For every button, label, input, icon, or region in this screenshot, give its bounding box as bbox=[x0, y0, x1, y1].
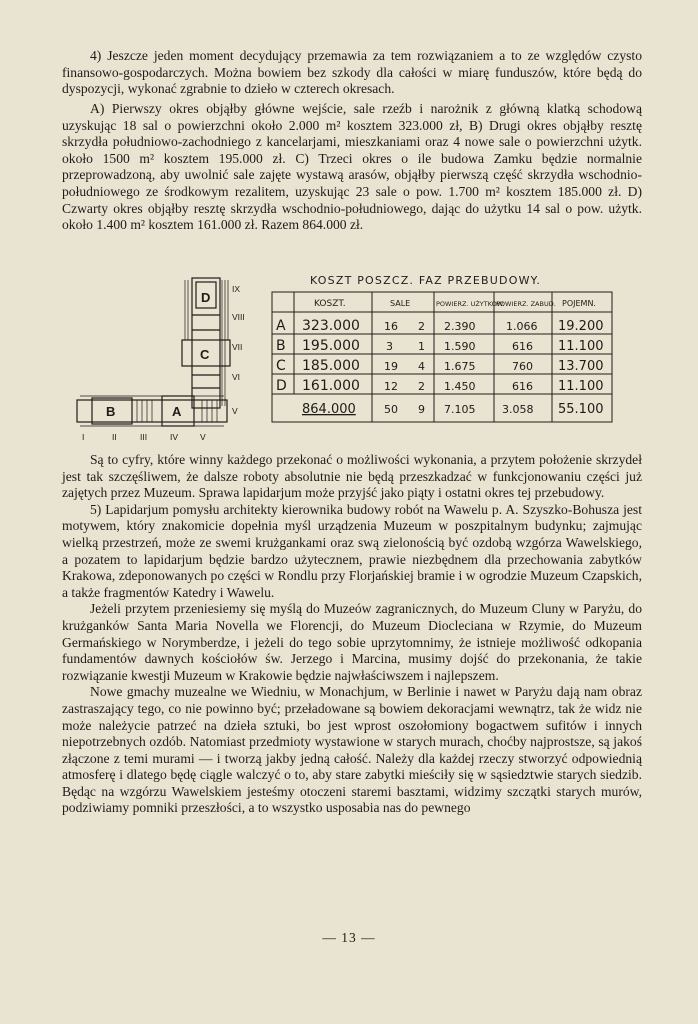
row-a-zabud: 1.066 bbox=[506, 320, 538, 333]
row-b-uzytk: 1.590 bbox=[444, 340, 476, 353]
row-a-cost: 323.000 bbox=[302, 318, 360, 334]
paragraph-cyfry: Są to cyfry, które winny każdego przekonać o możliwości wykonania, a przytem położenie skrzydeł jest tak szczęśliwem, że dalsze roboty absolutnie nie będą przeszkadzać w funkcjonowaniu części już zajętych przez Muzeum. Sprawa lapidarjum może przyjść jako piąty i ostatni okres tej przebudowy. bbox=[62, 452, 642, 501]
total-pojemn: 55.100 bbox=[558, 402, 604, 417]
floor-label-ix: IX bbox=[232, 284, 241, 294]
floor-label-vi: VI bbox=[232, 372, 241, 382]
table-title: KOSZT POSZCZ. FAZ PRZEBUDOWY. bbox=[310, 274, 542, 287]
total-zabud: 3.058 bbox=[502, 403, 534, 416]
row-b-zabud: 616 bbox=[512, 340, 533, 353]
paragraph-periods: A) Pierwszy okres objąłby główne wejście, sale rzeźb i narożnik z główną klatką schodową uzyskując 18 sal o powierzchni około 2.000 m² kosztem 323.000 zł, B) Drugi okres objąłby resztę skrzydła południowo-zachodniego z kancelarjami, mieszkaniami oraz 4 nowe sale o powierzchni użytk. około 1500 m² kosztem 195.000 zł. C) Trzeci okres o ile budowa Zamku będzie normalnie przeprowadzoną, aby uwolnić sale zajęte wystawą arasów, objąłby pierwszą część skrzydła wschodnio-południowego ze środkowym rezalitem, uzyskując 23 sale o pow. 1.700 m² kosztem 185.000 zł. D) Czwarty okres objąłby resztę skrzydła wschodnio-południowego, dając do użytku 14 sal o pow. użytk. około 1.400 m² kosztem 161.000 zł. Razem 864.000 zł. bbox=[62, 101, 642, 233]
header-powierz-uzytkow: POWIERZ. UŻYTKOW. bbox=[436, 300, 505, 308]
floor-label-vii: VII bbox=[232, 342, 243, 352]
figure-plan-and-table bbox=[62, 270, 642, 445]
row-a-uzytk: 2.390 bbox=[444, 320, 476, 333]
row-a-sub: 2 bbox=[418, 320, 425, 333]
row-c-sub: 4 bbox=[418, 360, 425, 373]
header-koszt: KOSZT. bbox=[314, 299, 346, 309]
paragraph-nowe-gmachy: Nowe gmachy muzealne we Wiedniu, w Monachjum, w Berlinie i nawet w Paryżu dają nam obraz zastraszający tego, co nie powinno być; przeładowane są bowiem dekoracjami wewnątrz, tak że widz nie może należycie patrzeć na dzieła sztuki, bo jest wprost oszołomiony bogactwem sufitów i innych niepotrzebnych ozdób. Natomiast przedmioty wystawione w starych murach, choćby najprostsze, są jakoś złączone z temi murami — i tworzą jakby jedną całość. Należy dla każdej rzeczy stworzyć odpowiednią atmosferę i dlatego będę ciągle walczyć o to, aby stare zabytki mieściły się w sąsiedztwie starych siedzib. Będąc na wzgórzu Wawelskiem jesteśmy otoczeni staremi basztami, widzimy szczątki starych murów, podziwiamy pomniki przeszłości, a to wszystko usposabia nas do pewnego bbox=[62, 684, 642, 816]
row-a-sale: 16 bbox=[384, 320, 398, 333]
header-pojemn: POJEMN. bbox=[562, 299, 596, 308]
total-sale: 50 bbox=[384, 403, 398, 416]
row-b-label: B bbox=[276, 338, 286, 354]
row-c-label: C bbox=[276, 358, 286, 374]
paragraph-muzea-zagraniczne: Jeżeli przytem przeniesiemy się myślą do Muzeów zagranicznych, do Muzeum Cluny w Paryżu, do krużganków Santa Maria Novella we Florencji, do Muzeum Diocleciana w Rzymie, do Muzeum Germańskiego w Norymberdze, i jeżeli do tego sobie uprzytomnimy, że istnieje możliwość odkopania fundamentów dawnych kościołów św. Jerzego i Marcina, musimy dojść do przekonania, że takie rozwiązanie kwestji Muzeum w Krakowie będzie najwłaściwszem i najlepszem. bbox=[62, 601, 642, 683]
row-d-pojemn: 11.100 bbox=[558, 379, 604, 394]
total-cost: 864.000 bbox=[302, 402, 356, 417]
row-b-sub: 1 bbox=[418, 340, 425, 353]
total-uzytk: 7.105 bbox=[444, 403, 476, 416]
row-c-pojemn: 13.700 bbox=[558, 359, 604, 374]
row-d-sub: 2 bbox=[418, 380, 425, 393]
row-d-label: D bbox=[276, 378, 287, 394]
page-number: — 13 — bbox=[322, 930, 376, 945]
paragraph-4: 4) Jeszcze jeden moment decydujący przemawia za tem rozwiązaniem a to ze względów czysto finansowo-gospodarczych. Można bowiem bez szkody dla całości w miarę funduszów, które będą do dyspozycji, wykonać zgrabnie to dzieło w czterech okresach. bbox=[62, 48, 642, 97]
row-b-cost: 195.000 bbox=[302, 338, 360, 354]
figure-svg bbox=[62, 270, 642, 445]
row-b-pojemn: 11.100 bbox=[558, 339, 604, 354]
row-a-label: A bbox=[276, 318, 286, 334]
row-c-cost: 185.000 bbox=[302, 358, 360, 374]
row-d-sale: 12 bbox=[384, 380, 398, 393]
row-c-uzytk: 1.675 bbox=[444, 360, 476, 373]
axis-label-iii: III bbox=[140, 432, 148, 442]
header-powierz-zabud: POWIERZ. ZABUD. bbox=[496, 300, 556, 308]
plan-label-b: B bbox=[106, 404, 116, 419]
row-d-zabud: 616 bbox=[512, 380, 533, 393]
axis-label-ii: II bbox=[112, 432, 117, 442]
row-a-pojemn: 19.200 bbox=[558, 319, 604, 334]
body-text-bottom bbox=[62, 452, 642, 817]
paragraph-lapidarjum: 5) Lapidarjum pomysłu architekty kierownika budowy robót na Wawelu p. A. Szyszko-Bohusza jest motywem, który znakomicie dopełnia myśl urządzenia Muzeum w poszpitalnym budynku; zajmując wielką przestrzeń, może ze swemi krużgankami oraz swą zielonością być ozdobą wzgórza Wawelskiego, a pozatem to lapidarjum będzie bardzo użytecznem, prawie niezbędnem dla przechowania zabytków Krakowa, zdeponowanych po części w Rondlu przy Florjańskiej bramie i w ogrodzie Muzeum Czapskich, a także fragmentów Katedry i Wawelu. bbox=[62, 501, 642, 600]
row-d-cost: 161.000 bbox=[302, 378, 360, 394]
axis-label-v: V bbox=[200, 432, 206, 442]
floor-label-v: V bbox=[232, 406, 238, 416]
axis-label-iv: IV bbox=[170, 432, 179, 442]
row-c-zabud: 760 bbox=[512, 360, 533, 373]
plan-label-c: C bbox=[200, 347, 210, 362]
plan-label-d: D bbox=[201, 290, 211, 305]
axis-label-i: I bbox=[82, 432, 85, 442]
row-b-sale: 3 bbox=[386, 340, 393, 353]
plan-label-a: A bbox=[172, 404, 182, 419]
header-sale: SALE bbox=[390, 299, 411, 308]
floor-label-viii: VIII bbox=[232, 312, 245, 322]
row-d-uzytk: 1.450 bbox=[444, 380, 476, 393]
row-c-sale: 19 bbox=[384, 360, 398, 373]
total-sub: 9 bbox=[418, 403, 425, 416]
